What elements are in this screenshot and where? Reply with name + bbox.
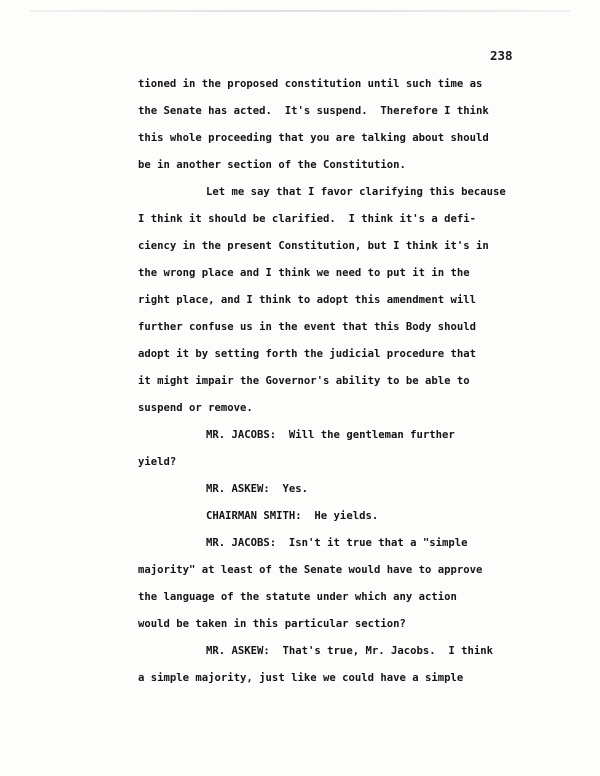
transcript-line: CHAIRMAN SMITH: He yields. [206,510,379,522]
transcript-line: the wrong place and I think we need to put it in the [138,267,470,279]
transcript-line: MR. ASKEW: Yes. [206,483,309,495]
transcript-line: it might impair the Governor's ability to be able to [138,375,470,387]
page-number: 238 [490,48,513,63]
transcript-line: MR. JACOBS: Will the gentleman further [206,429,455,441]
page-top-edge [30,10,570,12]
transcript-line: be in another section of the Constitution. [138,159,406,171]
transcript-line: Let me say that I favor clarifying this because [206,186,506,198]
transcript-line: MR. ASKEW: That's true, Mr. Jacobs. I think [206,645,494,657]
transcript-line: adopt it by setting forth the judicial procedure that [138,348,477,360]
transcript-line: majority" at least of the Senate would have to approve [138,564,483,576]
transcript-line: further confuse us in the event that this Body should [138,321,477,333]
transcript-line: right place, and I think to adopt this amendment will [138,294,477,306]
transcript-line: suspend or remove. [138,402,253,414]
transcript-line: this whole proceeding that you are talking about should [138,132,489,144]
transcript-line: MR. JACOBS: Isn't it true that a "simple [206,537,468,549]
transcript-line: the Senate has acted. It's suspend. Therefore I think [138,105,489,117]
transcript-line: tioned in the proposed constitution until such time as [138,78,483,90]
transcript-line: a simple majority, just like we could have a simple [138,672,464,684]
transcript-line: the language of the statute under which any action [138,591,457,603]
transcript-line: yield? [138,456,177,468]
transcript-line: would be taken in this particular section? [138,618,406,630]
transcript-line: I think it should be clarified. I think it's a defi- [138,213,477,225]
transcript-line: ciency in the present Constitution, but I think it's in [138,240,489,252]
